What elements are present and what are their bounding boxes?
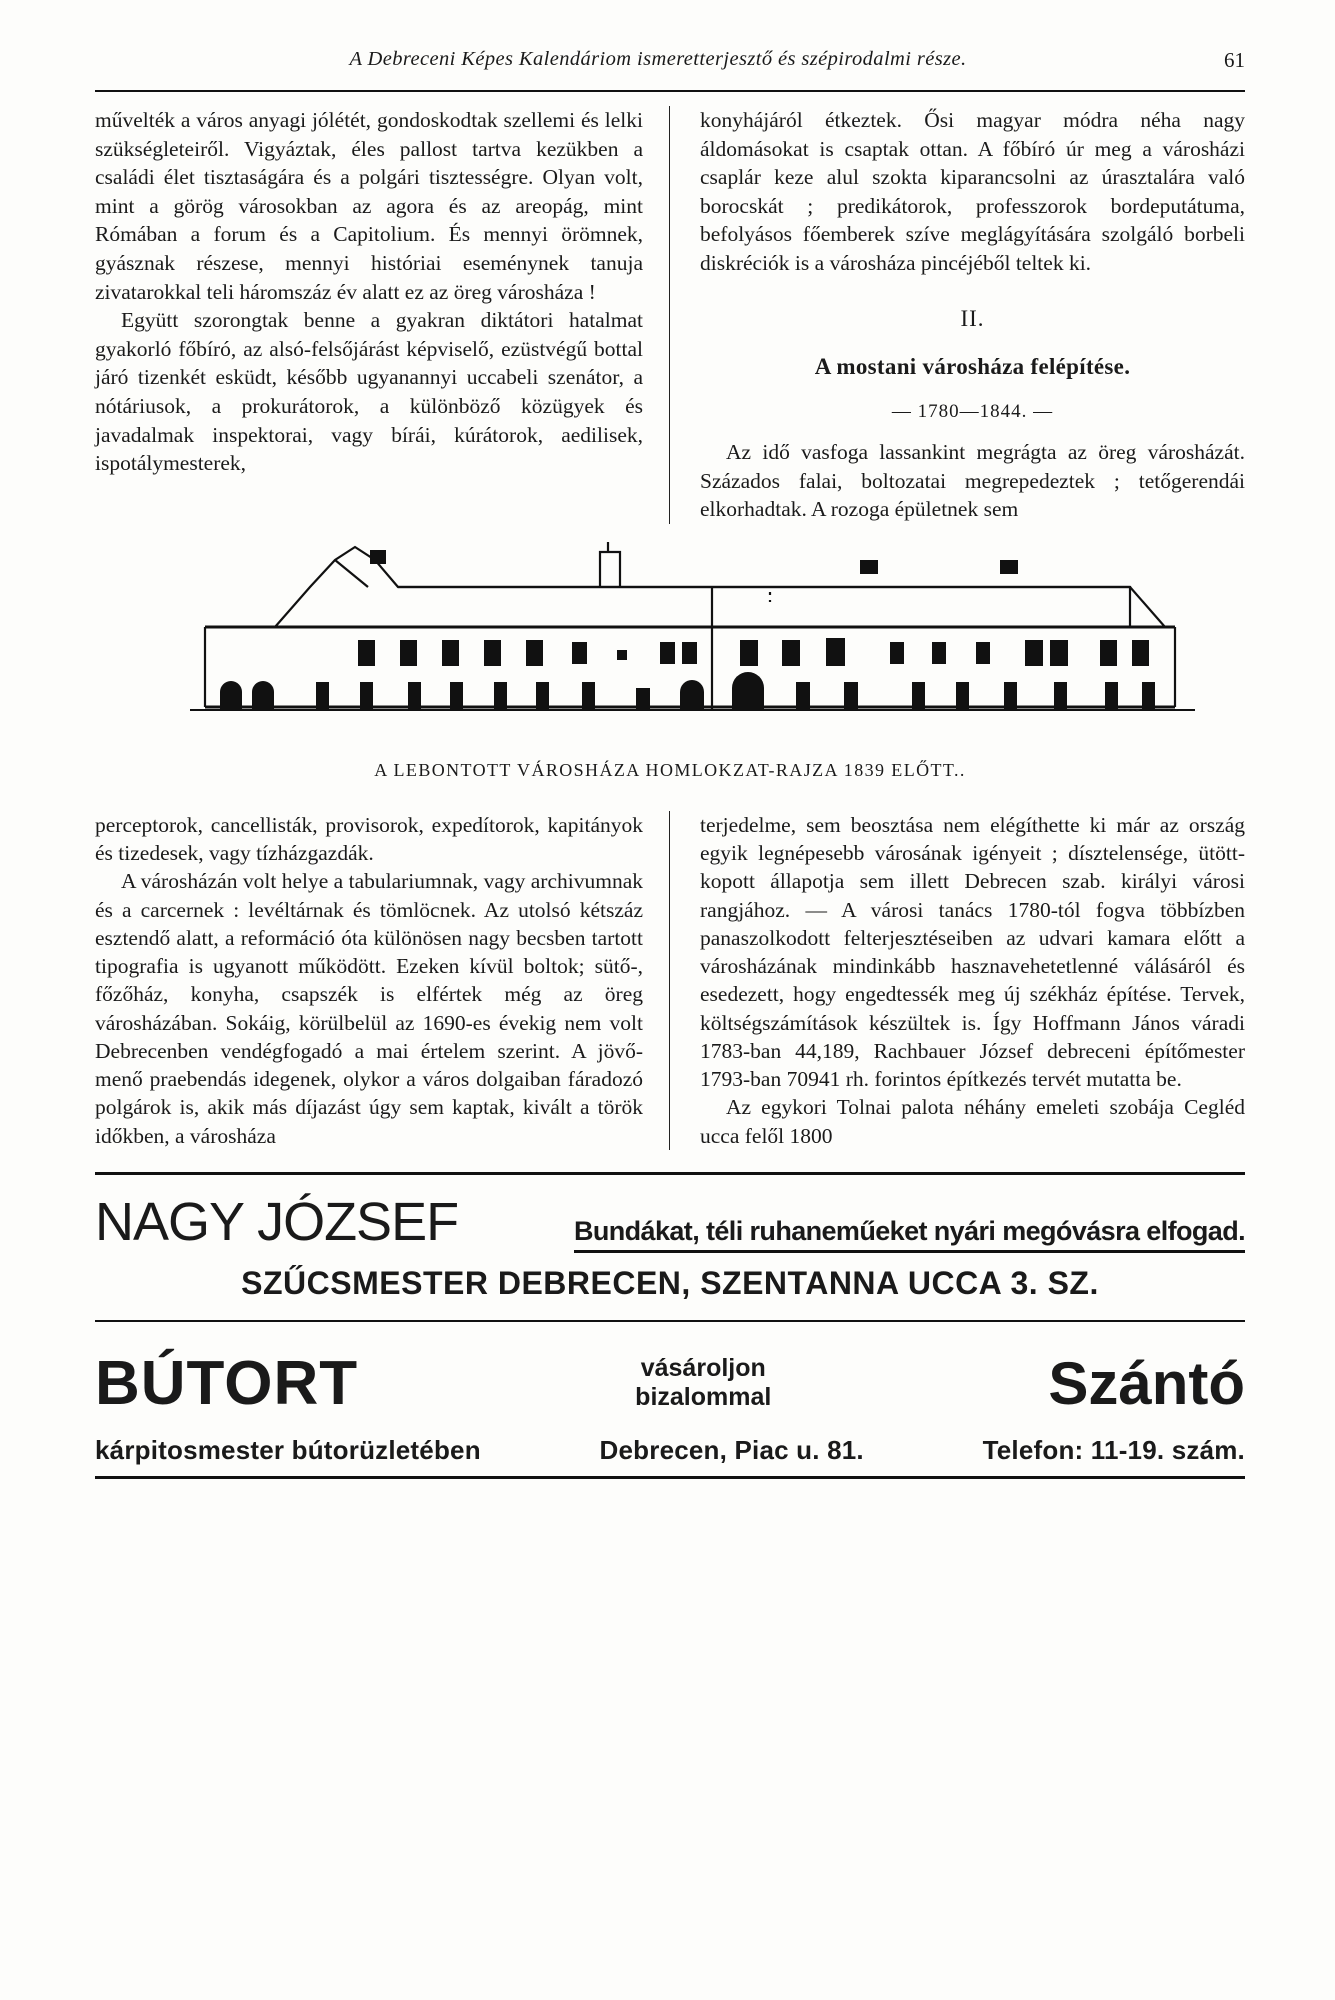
section-title: A mostani városháza felépítése. <box>814 354 1131 380</box>
ad-advertiser-name: NAGY JÓZSEF <box>95 1191 459 1252</box>
paragraph: terjedelme, sem beosztása nem elégíthette ki már az ország egyik legnépesebb városának igényeit ; dísztelensége, ütött-kopott állapotja sem illett Debrecen szab. királyi városi rangjához. — A városi tanács 1780-tól fogva többízben panaszolkodott felterjesztéseiben az udvari kamara előtt a városházának mindinkább hasznavehetetlenné válásáról és esedezett, hogy engedtessék meg új székház építése. Tervek, költségszámítások készültek is. Így Hoffmann János váradi 1783-ban 44,189, Rachbauer József debreceni építőmester 1793-ban 70941 rh. forintos építkezés tervét mutatta be. <box>700 812 1245 1092</box>
paragraph: Együtt szorongtak benne a gyakran diktátori hatalmat gyakorló főbíró, az alsó-felsőjárást képviselő, ezüstvégű bottal járó tizenkét esküdt, később ugyanannyi uccabeli szenátor, a nótáriusok, a prokurátorok, a különböző közügyek és javadalmak inspektorai, vagy bírái, kúrátorok, aedilisek, ispotálymesterek, <box>95 308 643 476</box>
section-dates: — 1780—1844. — <box>891 400 1054 422</box>
ad-product-word: BÚTORT <box>95 1348 359 1418</box>
ad-bottom-left: kárpitosmester bútorüzletében <box>95 1434 481 1465</box>
figure-caption: A LEBONTOTT VÁROSHÁZA HOMLOKZAT-RAJZA 1839 ELŐTT.. <box>374 759 966 780</box>
lower-body-columns <box>95 811 1245 1150</box>
ad-bottom-address: Debrecen, Piac u. 81. <box>599 1434 864 1465</box>
ad-brand-name: Szántó <box>1048 1349 1245 1417</box>
header-rule <box>95 90 1245 92</box>
ad-slogan-line-1: vásároljon <box>640 1353 766 1382</box>
running-head <box>95 48 1245 88</box>
paragraph: Az egykori Tolnai palota néhány emeleti szobája Cegléd ucca felől 1800 <box>700 1095 1245 1148</box>
paragraph: A városházán volt helye a tabulariumnak, vagy archivumnak és a carcernek : levéltárnak és tömlöcnek. Az utolsó kétszáz esztendő alatt, a reformáció óta különösen nagy becsben tartott tipografia is ugyanott működött. Ezeken kívül boltok; sütő-, főzőház, konyha, csapszék is elfértek még az öreg városházában. Sokáig, körülbelül az 1690-es évekig nem volt Debrecenben vendégfogadó a mai értelem szerint. A jövő-menő praebendás idegenek, olykor a város dolgaiban fáradozó polgárok is, akik más díjazást úgy sem kaptak, kivált a török időkben, a városháza <box>95 869 643 1148</box>
page-number: 61 <box>1224 48 1245 72</box>
upper-right-column <box>670 106 1245 524</box>
paragraph: perceptorok, cancellisták, provisorok, expedítorok, kapitányok és tizedesek, vagy tízházgazdák. <box>95 812 643 866</box>
ads-bottom-rule <box>95 1476 1245 1479</box>
ad-middle-slogan <box>627 1354 779 1413</box>
paragraph: művelték a város anyagi jólétét, gondoskodtak szellemi és lelki szükségleteiről. Vigyáztak, éles pallost tartva kezükben a családi élet tisztaságára és a polgári tisztességre. Olyan volt, mint a görög városokban az agora és az areopág, mint Rómában a forum és a Capitolium. És mennyi örömnek, gyásznak részese, mennyi históriai eseménynek tanuja zivatarokkal teli háromszáz év alatt ez az öreg városháza ! <box>95 108 643 304</box>
upper-left-column <box>95 106 670 524</box>
section-number: II. <box>960 305 985 331</box>
ad-bottom-phone: Telefon: 11-19. szám. <box>982 1434 1245 1465</box>
ads-spacer <box>95 1322 1245 1328</box>
advertisement-block <box>95 1172 1245 1479</box>
running-title: A Debreceni Képes Kalendáriom ismeretterjesztő és szépirodalmi része. <box>349 48 967 70</box>
paragraph: Az idő vasfoga lassankint megrágta az öreg városházát. Százados falai, boltozatai megrepedeztek ; tetőgerendái elkorhadtak. A rozoga épületnek sem <box>700 439 1245 522</box>
ad-subline: SZŰCSMESTER DEBRECEN, SZENTANNA UCCA 3. SZ. <box>241 1264 1099 1301</box>
paragraph: konyhájáról étkeztek. Ősi magyar módra néha nagy áldomásokat is csaptak ottan. A főbíró úr meg a városházi csaplár keze alul szokta kiparancsolni az úrasztalára való borocskát ; predikátorok, professzorok bordeputátuma, befolyásos főemberek szíve meglágyítására szolgáló borbeli diskréciók is a városháza pincéjéből teltek ki. <box>700 108 1245 275</box>
ad-szanto <box>95 1348 1245 1419</box>
lower-left-column <box>95 811 670 1150</box>
page-content <box>95 48 1245 1479</box>
ad-tagline: Bundákat, téli ruhaneműeket nyári megóvásra elfogad. <box>574 1216 1245 1253</box>
upper-body-columns <box>95 106 1245 524</box>
ads-top-rule <box>95 1172 1245 1175</box>
ad-bottom-line <box>95 1435 1245 1466</box>
facade-drawing <box>120 542 1220 742</box>
ad-slogan-line-2: bizalommal <box>635 1383 772 1412</box>
lower-right-column <box>670 811 1245 1150</box>
townhall-facade-illustration <box>95 542 1245 781</box>
ad-nagy-jozsef <box>95 1191 1245 1253</box>
